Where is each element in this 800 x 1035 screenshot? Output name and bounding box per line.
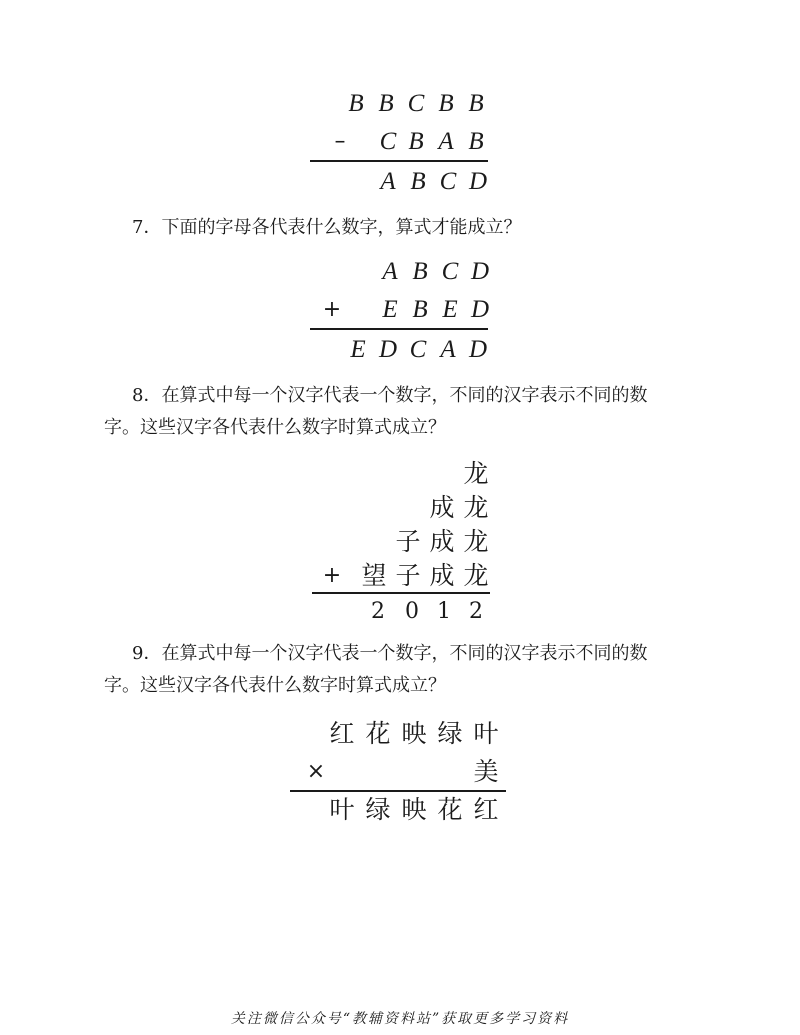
- digit: B: [408, 128, 424, 155]
- subtrahend-row: [310, 124, 490, 160]
- digit: 2: [371, 599, 385, 624]
- hanzi: 龙: [463, 527, 489, 556]
- plus-sign: +: [322, 297, 342, 322]
- digit: C: [439, 168, 457, 195]
- hanzi: 花: [365, 719, 391, 748]
- addend-row: [312, 456, 492, 492]
- addend-row: [312, 524, 492, 560]
- hanzi: 叶: [473, 719, 499, 748]
- hanzi: 龙: [463, 493, 489, 522]
- hanzi: 望: [361, 561, 387, 590]
- hanzi: 成: [429, 493, 455, 522]
- problem7-text: 7．下面的字母各代表什么数字，算式才能成立？: [132, 217, 522, 238]
- digit: D: [470, 258, 490, 285]
- sum-row: [310, 332, 490, 368]
- digit: B: [468, 90, 484, 117]
- problem8-addition: [312, 456, 492, 626]
- hanzi: 子: [395, 561, 421, 590]
- problem7-addition: [310, 254, 490, 366]
- hanzi: 龙: [463, 561, 489, 590]
- hanzi: 美: [473, 757, 499, 786]
- sum-line: [310, 328, 488, 330]
- multiplier-row: [290, 754, 510, 790]
- sum-line: [310, 160, 488, 162]
- digit: B: [412, 258, 428, 285]
- digit: C: [441, 258, 459, 285]
- addend-row: [310, 292, 490, 328]
- digit: B: [410, 168, 426, 195]
- problem9-text-line1: 9．在算式中每一个汉字代表一个数字，不同的汉字表示不同的数: [132, 643, 648, 664]
- digit: B: [468, 128, 484, 155]
- problem9-text-line2: 字。这些汉字各代表什么数字时算式成立？: [104, 675, 446, 696]
- digit: E: [350, 336, 366, 363]
- multiplicand-row: [290, 716, 510, 752]
- problem8-text-line1: 8．在算式中每一个汉字代表一个数字，不同的汉字表示不同的数: [132, 385, 648, 406]
- hanzi: 绿: [437, 719, 463, 748]
- hanzi: 绿: [365, 795, 391, 824]
- hanzi: 成: [429, 561, 455, 590]
- digit: D: [470, 296, 490, 323]
- digit: 2: [469, 599, 483, 624]
- digit: 0: [405, 599, 419, 624]
- digit: B: [412, 296, 428, 323]
- digit: D: [378, 336, 398, 363]
- digit: B: [438, 90, 454, 117]
- addend-row: [312, 490, 492, 526]
- minus-sign: –: [334, 129, 346, 154]
- digit: A: [382, 258, 398, 285]
- problem8-text-line2: 字。这些汉字各代表什么数字时算式成立？: [104, 417, 446, 438]
- hanzi: 子: [395, 527, 421, 556]
- hanzi: 红: [473, 795, 499, 824]
- footer-watermark: 关注微信公众号“教辅资料站”获取更多学习资料: [230, 1011, 570, 1027]
- hanzi: 花: [437, 795, 463, 824]
- addend-row: [310, 254, 490, 290]
- digit: C: [379, 128, 397, 155]
- digit: E: [382, 296, 398, 323]
- problem6-subtraction: [310, 86, 490, 198]
- problem9-multiplication: [290, 716, 510, 826]
- difference-row: [310, 164, 490, 200]
- digit: A: [380, 168, 396, 195]
- digit: D: [468, 336, 488, 363]
- hanzi: 成: [429, 527, 455, 556]
- hanzi: 红: [329, 719, 355, 748]
- digit: A: [438, 128, 454, 155]
- digit: E: [442, 296, 458, 323]
- sum-row: [312, 594, 492, 630]
- hanzi: 映: [401, 795, 427, 824]
- addend-row: [312, 558, 492, 594]
- hanzi: 映: [401, 719, 427, 748]
- plus-sign: +: [322, 563, 342, 588]
- digit: C: [407, 90, 425, 117]
- digit: C: [409, 336, 427, 363]
- times-sign: ×: [306, 759, 326, 784]
- product-row: [290, 792, 510, 828]
- hanzi: 龙: [463, 459, 489, 488]
- digit: B: [378, 90, 394, 117]
- digit: D: [468, 168, 488, 195]
- digit: 1: [437, 599, 451, 624]
- digit: A: [440, 336, 456, 363]
- digit: B: [348, 90, 364, 117]
- minuend-row: [310, 86, 490, 122]
- hanzi: 叶: [329, 795, 355, 824]
